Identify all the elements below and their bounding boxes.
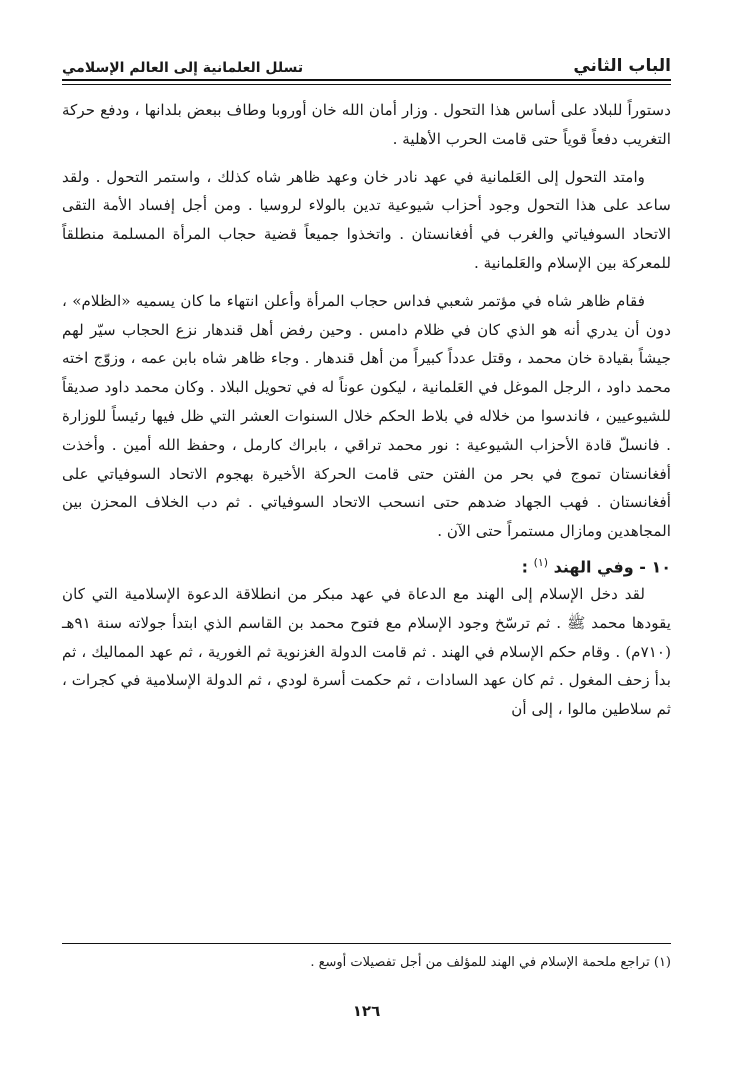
paragraph-afghan-secularism: وامتد التحول إلى العَلمانية في عهد نادر خان وعهد ظاهر شاه كذلك ، واستمر التحول . ولقد ساعد على هذا التحول وجود أحزاب شيوعية تدين بالولاء لروسيا . ومن أجل إفساد الأمة التقى الاتحاد السوفياتي والغرب في أفغانستان . واتخذوا جميعاً قضية حجاب المرأة المسلمة منطلقاً للمعركة بين الإسلام والعَلمانية . [62, 167, 671, 272]
footnote-rule [62, 943, 671, 944]
running-header [62, 46, 671, 76]
paragraph-india: لقد دخل الإسلام إلى الهند مع الدعاة في عهد مبكر من انطلاقة الدعوة الإسلامية التي كان يقودها محمد ﷺ . ثم ترسّخ وجود الإسلام مع فتوح محمد بن القاسم الذي ابتدأ جولاته سنة ٩١هـ (٧١٠م) . وقام حكم الإسلام في الهند . ثم قامت الدولة الغزنوية ثم الغورية ، ثم عهد المماليك ، ثم بدأ زحف المغول . ثم كان عهد السادات ، ثم حكمت أسرة لودي ، ثم الدولة الإسلامية في كجرات ، ثم سلاطين مالوا ، إلى أن [62, 584, 671, 719]
header-rule-thin [62, 84, 671, 85]
paragraph-zahir-shah: فقام ظاهر شاه في مؤتمر شعبي فداس حجاب المرأة وأعلن انتهاء ما كان يسميه «الظلام» ، دون أن يدري أنه هو الذي كان في ظلام دامس . وحين رفض أهل قندهار نزع الحجاب سيّر لهم جيشاً بقيادة خان محمد ، وقتل عدداً كبيراً من أهل قندهار . وجاء ظاهر شاه بابن عمه ، وزوّج اخته محمد داود ، الرجل الموغل في العَلمانية ، ليكون عوناً له في تحويل البلاد . وكان محمد داود صديقاً للشيوعيين ، فاندسوا من خلاله في بلاط الحكم خلال السنوات العشر التي ظل فيها رئيساً للوزارة . فانسلّ قادة الأحزاب الشيوعية : نور محمد تراقي ، بابراك كارمل ، وحفظ الله أمين . وأخذت أفغانستان تموج في بحر من الفتن حتى قامت الحركة الأخيرة بهجوم الاتحاد السوفياتي على أفغانستان . فهب الجهاد ضدهم حتى انسحب الاتحاد السوفياتي . ثم دب الخلاف المحزن بين المجاهدين ومازال مستمراً حتى الآن . [62, 291, 671, 541]
main-text [62, 96, 671, 724]
header-rule-thick [62, 79, 671, 81]
paragraph-continuation: دستوراً للبلاد على أساس هذا التحول . وزار أمان الله خان أوروبا وطاف ببعض بلدانها ، ودفع حركة التغريب دفعاً قوياً حتى قامت الحرب الأهلية . [62, 101, 671, 148]
page-number: ١٢٦ [352, 1002, 381, 1020]
section-heading [62, 546, 671, 580]
footnote: (١) تراجع ملحمة الإسلام في الهند للمؤلف من أجل تفصيلات أوسع . [310, 955, 671, 970]
book-title: تسلل العلمانية إلى العالم الإسلامي [62, 60, 304, 76]
footnote-ref[interactable]: (١) [533, 555, 549, 569]
section-colon: : [521, 557, 528, 577]
section-title: وفي الهند [553, 557, 634, 577]
chapter-title: الباب الثاني [573, 56, 671, 76]
section-number: ١٠ - [639, 557, 671, 577]
